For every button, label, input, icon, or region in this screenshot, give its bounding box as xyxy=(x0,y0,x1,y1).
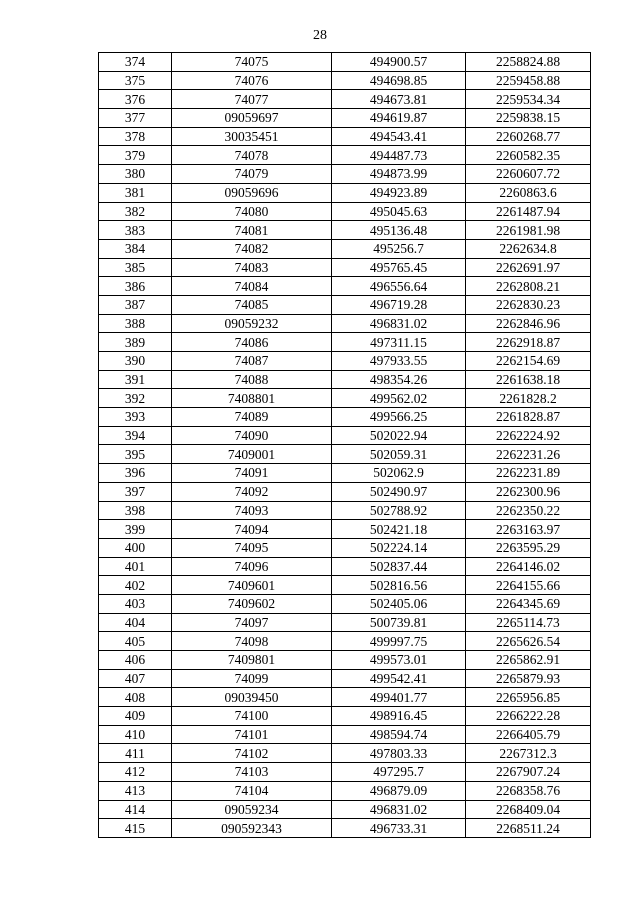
point-id-cell: 74089 xyxy=(172,408,332,427)
table-row xyxy=(99,744,591,763)
row-number-cell: 402 xyxy=(99,576,172,595)
table-row xyxy=(99,352,591,371)
table-row xyxy=(99,314,591,333)
y-coordinate-cell: 2264146.02 xyxy=(466,557,591,576)
row-number-cell: 388 xyxy=(99,314,172,333)
table-row xyxy=(99,445,591,464)
row-number-cell: 406 xyxy=(99,651,172,670)
y-coordinate-cell: 2259458.88 xyxy=(466,71,591,90)
x-coordinate-cell: 494487.73 xyxy=(332,146,466,165)
table-row xyxy=(99,90,591,109)
y-coordinate-cell: 2268358.76 xyxy=(466,781,591,800)
row-number-cell: 413 xyxy=(99,781,172,800)
row-number-cell: 387 xyxy=(99,295,172,314)
point-id-cell: 09059696 xyxy=(172,183,332,202)
table-row xyxy=(99,183,591,202)
table-row xyxy=(99,221,591,240)
row-number-cell: 398 xyxy=(99,501,172,520)
x-coordinate-cell: 497311.15 xyxy=(332,333,466,352)
x-coordinate-cell: 502224.14 xyxy=(332,538,466,557)
y-coordinate-cell: 2267312.3 xyxy=(466,744,591,763)
row-number-cell: 397 xyxy=(99,482,172,501)
y-coordinate-cell: 2262350.22 xyxy=(466,501,591,520)
table-row xyxy=(99,594,591,613)
point-id-cell: 090592343 xyxy=(172,819,332,838)
point-id-cell: 74103 xyxy=(172,763,332,782)
y-coordinate-cell: 2261487.94 xyxy=(466,202,591,221)
point-id-cell: 74101 xyxy=(172,725,332,744)
row-number-cell: 380 xyxy=(99,165,172,184)
x-coordinate-cell: 499566.25 xyxy=(332,408,466,427)
x-coordinate-cell: 499562.02 xyxy=(332,389,466,408)
point-id-cell: 09059697 xyxy=(172,109,332,128)
row-number-cell: 386 xyxy=(99,277,172,296)
x-coordinate-cell: 500739.81 xyxy=(332,613,466,632)
row-number-cell: 414 xyxy=(99,800,172,819)
point-id-cell: 7409001 xyxy=(172,445,332,464)
y-coordinate-cell: 2262808.21 xyxy=(466,277,591,296)
table-row xyxy=(99,426,591,445)
row-number-cell: 385 xyxy=(99,258,172,277)
row-number-cell: 401 xyxy=(99,557,172,576)
row-number-cell: 404 xyxy=(99,613,172,632)
x-coordinate-cell: 496719.28 xyxy=(332,295,466,314)
row-number-cell: 393 xyxy=(99,408,172,427)
point-id-cell: 74080 xyxy=(172,202,332,221)
table-row xyxy=(99,501,591,520)
x-coordinate-cell: 494543.41 xyxy=(332,127,466,146)
row-number-cell: 391 xyxy=(99,370,172,389)
y-coordinate-cell: 2265879.93 xyxy=(466,669,591,688)
y-coordinate-cell: 2265114.73 xyxy=(466,613,591,632)
row-number-cell: 376 xyxy=(99,90,172,109)
x-coordinate-cell: 499401.77 xyxy=(332,688,466,707)
row-number-cell: 377 xyxy=(99,109,172,128)
table-row xyxy=(99,408,591,427)
table-row xyxy=(99,146,591,165)
table-row xyxy=(99,632,591,651)
point-id-cell: 74085 xyxy=(172,295,332,314)
x-coordinate-cell: 494619.87 xyxy=(332,109,466,128)
y-coordinate-cell: 2266405.79 xyxy=(466,725,591,744)
point-id-cell: 74078 xyxy=(172,146,332,165)
row-number-cell: 395 xyxy=(99,445,172,464)
point-id-cell: 74097 xyxy=(172,613,332,632)
y-coordinate-cell: 2261828.2 xyxy=(466,389,591,408)
y-coordinate-cell: 2259838.15 xyxy=(466,109,591,128)
point-id-cell: 74082 xyxy=(172,239,332,258)
point-id-cell: 74090 xyxy=(172,426,332,445)
y-coordinate-cell: 2262231.89 xyxy=(466,464,591,483)
point-id-cell: 74094 xyxy=(172,520,332,539)
row-number-cell: 392 xyxy=(99,389,172,408)
x-coordinate-cell: 496733.31 xyxy=(332,819,466,838)
y-coordinate-cell: 2262224.92 xyxy=(466,426,591,445)
row-number-cell: 407 xyxy=(99,669,172,688)
x-coordinate-cell: 497933.55 xyxy=(332,352,466,371)
y-coordinate-cell: 2268511.24 xyxy=(466,819,591,838)
x-coordinate-cell: 502837.44 xyxy=(332,557,466,576)
table-row xyxy=(99,819,591,838)
coordinates-table xyxy=(98,52,591,838)
x-coordinate-cell: 494673.81 xyxy=(332,90,466,109)
y-coordinate-cell: 2265956.85 xyxy=(466,688,591,707)
row-number-cell: 382 xyxy=(99,202,172,221)
row-number-cell: 411 xyxy=(99,744,172,763)
y-coordinate-cell: 2262231.26 xyxy=(466,445,591,464)
table-row xyxy=(99,127,591,146)
y-coordinate-cell: 2262846.96 xyxy=(466,314,591,333)
y-coordinate-cell: 2263163.97 xyxy=(466,520,591,539)
point-id-cell: 09059234 xyxy=(172,800,332,819)
point-id-cell: 09059232 xyxy=(172,314,332,333)
table-row xyxy=(99,464,591,483)
table-row xyxy=(99,688,591,707)
point-id-cell: 74081 xyxy=(172,221,332,240)
row-number-cell: 379 xyxy=(99,146,172,165)
y-coordinate-cell: 2260607.72 xyxy=(466,165,591,184)
x-coordinate-cell: 498594.74 xyxy=(332,725,466,744)
point-id-cell: 74100 xyxy=(172,707,332,726)
y-coordinate-cell: 2261638.18 xyxy=(466,370,591,389)
table-row xyxy=(99,333,591,352)
y-coordinate-cell: 2260863.6 xyxy=(466,183,591,202)
point-id-cell: 74098 xyxy=(172,632,332,651)
row-number-cell: 412 xyxy=(99,763,172,782)
y-coordinate-cell: 2265862.91 xyxy=(466,651,591,670)
point-id-cell: 74077 xyxy=(172,90,332,109)
x-coordinate-cell: 495136.48 xyxy=(332,221,466,240)
y-coordinate-cell: 2260268.77 xyxy=(466,127,591,146)
y-coordinate-cell: 2262634.8 xyxy=(466,239,591,258)
table-row xyxy=(99,295,591,314)
table-row xyxy=(99,53,591,72)
table-row xyxy=(99,370,591,389)
y-coordinate-cell: 2262691.97 xyxy=(466,258,591,277)
x-coordinate-cell: 494923.89 xyxy=(332,183,466,202)
x-coordinate-cell: 496556.64 xyxy=(332,277,466,296)
table-row xyxy=(99,165,591,184)
point-id-cell: 74092 xyxy=(172,482,332,501)
y-coordinate-cell: 2262918.87 xyxy=(466,333,591,352)
y-coordinate-cell: 2264345.69 xyxy=(466,594,591,613)
point-id-cell: 74087 xyxy=(172,352,332,371)
point-id-cell: 7408801 xyxy=(172,389,332,408)
row-number-cell: 374 xyxy=(99,53,172,72)
row-number-cell: 408 xyxy=(99,688,172,707)
row-number-cell: 394 xyxy=(99,426,172,445)
x-coordinate-cell: 499542.41 xyxy=(332,669,466,688)
row-number-cell: 399 xyxy=(99,520,172,539)
x-coordinate-cell: 498354.26 xyxy=(332,370,466,389)
point-id-cell: 74075 xyxy=(172,53,332,72)
table-row xyxy=(99,389,591,408)
x-coordinate-cell: 502062.9 xyxy=(332,464,466,483)
row-number-cell: 375 xyxy=(99,71,172,90)
table-row xyxy=(99,538,591,557)
x-coordinate-cell: 495256.7 xyxy=(332,239,466,258)
x-coordinate-cell: 495045.63 xyxy=(332,202,466,221)
x-coordinate-cell: 499997.75 xyxy=(332,632,466,651)
y-coordinate-cell: 2258824.88 xyxy=(466,53,591,72)
x-coordinate-cell: 502059.31 xyxy=(332,445,466,464)
table-row xyxy=(99,669,591,688)
point-id-cell: 7409602 xyxy=(172,594,332,613)
table-row xyxy=(99,520,591,539)
table-row xyxy=(99,557,591,576)
point-id-cell: 74095 xyxy=(172,538,332,557)
row-number-cell: 378 xyxy=(99,127,172,146)
y-coordinate-cell: 2265626.54 xyxy=(466,632,591,651)
y-coordinate-cell: 2268409.04 xyxy=(466,800,591,819)
point-id-cell: 74079 xyxy=(172,165,332,184)
row-number-cell: 381 xyxy=(99,183,172,202)
table-row xyxy=(99,763,591,782)
row-number-cell: 415 xyxy=(99,819,172,838)
point-id-cell: 74083 xyxy=(172,258,332,277)
table-row xyxy=(99,202,591,221)
row-number-cell: 390 xyxy=(99,352,172,371)
x-coordinate-cell: 499573.01 xyxy=(332,651,466,670)
row-number-cell: 396 xyxy=(99,464,172,483)
row-number-cell: 410 xyxy=(99,725,172,744)
table-row xyxy=(99,71,591,90)
y-coordinate-cell: 2263595.29 xyxy=(466,538,591,557)
x-coordinate-cell: 502421.18 xyxy=(332,520,466,539)
y-coordinate-cell: 2262154.69 xyxy=(466,352,591,371)
table-row xyxy=(99,707,591,726)
y-coordinate-cell: 2266222.28 xyxy=(466,707,591,726)
point-id-cell: 74104 xyxy=(172,781,332,800)
table-row xyxy=(99,277,591,296)
point-id-cell: 74096 xyxy=(172,557,332,576)
table-body xyxy=(99,53,591,838)
table-row xyxy=(99,613,591,632)
x-coordinate-cell: 494698.85 xyxy=(332,71,466,90)
y-coordinate-cell: 2267907.24 xyxy=(466,763,591,782)
x-coordinate-cell: 497803.33 xyxy=(332,744,466,763)
row-number-cell: 384 xyxy=(99,239,172,258)
x-coordinate-cell: 502022.94 xyxy=(332,426,466,445)
row-number-cell: 400 xyxy=(99,538,172,557)
table-row xyxy=(99,781,591,800)
point-id-cell: 74093 xyxy=(172,501,332,520)
point-id-cell: 09039450 xyxy=(172,688,332,707)
row-number-cell: 383 xyxy=(99,221,172,240)
table-row xyxy=(99,109,591,128)
point-id-cell: 30035451 xyxy=(172,127,332,146)
row-number-cell: 409 xyxy=(99,707,172,726)
x-coordinate-cell: 502490.97 xyxy=(332,482,466,501)
y-coordinate-cell: 2260582.35 xyxy=(466,146,591,165)
y-coordinate-cell: 2261981.98 xyxy=(466,221,591,240)
x-coordinate-cell: 495765.45 xyxy=(332,258,466,277)
row-number-cell: 389 xyxy=(99,333,172,352)
y-coordinate-cell: 2262830.23 xyxy=(466,295,591,314)
y-coordinate-cell: 2262300.96 xyxy=(466,482,591,501)
table-row xyxy=(99,725,591,744)
x-coordinate-cell: 494900.57 xyxy=(332,53,466,72)
table-row xyxy=(99,258,591,277)
point-id-cell: 7409601 xyxy=(172,576,332,595)
point-id-cell: 74088 xyxy=(172,370,332,389)
row-number-cell: 405 xyxy=(99,632,172,651)
point-id-cell: 74076 xyxy=(172,71,332,90)
x-coordinate-cell: 494873.99 xyxy=(332,165,466,184)
x-coordinate-cell: 496831.02 xyxy=(332,314,466,333)
x-coordinate-cell: 497295.7 xyxy=(332,763,466,782)
point-id-cell: 74102 xyxy=(172,744,332,763)
point-id-cell: 74099 xyxy=(172,669,332,688)
y-coordinate-cell: 2261828.87 xyxy=(466,408,591,427)
x-coordinate-cell: 502816.56 xyxy=(332,576,466,595)
x-coordinate-cell: 496879.09 xyxy=(332,781,466,800)
table-row xyxy=(99,482,591,501)
x-coordinate-cell: 502788.92 xyxy=(332,501,466,520)
x-coordinate-cell: 498916.45 xyxy=(332,707,466,726)
point-id-cell: 7409801 xyxy=(172,651,332,670)
table-row xyxy=(99,239,591,258)
y-coordinate-cell: 2259534.34 xyxy=(466,90,591,109)
point-id-cell: 74091 xyxy=(172,464,332,483)
point-id-cell: 74084 xyxy=(172,277,332,296)
y-coordinate-cell: 2264155.66 xyxy=(466,576,591,595)
table-row xyxy=(99,800,591,819)
x-coordinate-cell: 496831.02 xyxy=(332,800,466,819)
table-row xyxy=(99,651,591,670)
table-row xyxy=(99,576,591,595)
point-id-cell: 74086 xyxy=(172,333,332,352)
x-coordinate-cell: 502405.06 xyxy=(332,594,466,613)
page-number: 28 xyxy=(313,28,327,43)
row-number-cell: 403 xyxy=(99,594,172,613)
